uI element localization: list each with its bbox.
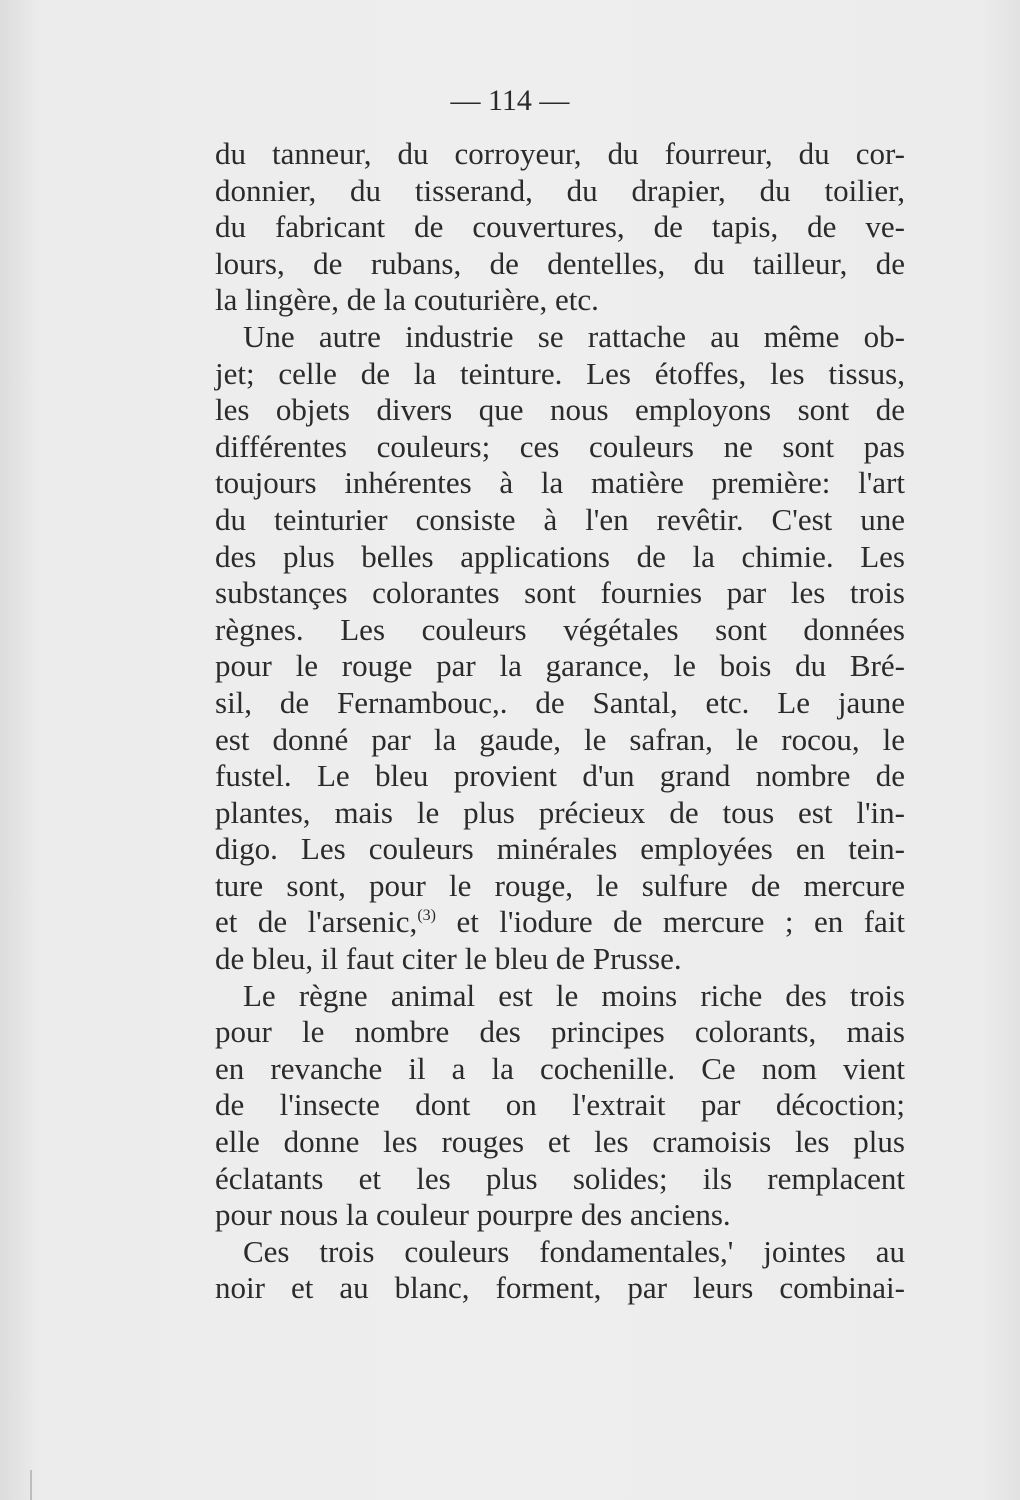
body-text — [215, 136, 905, 1307]
text-line: lours, de rubans, de dentelles, du tailleur, de — [215, 245, 905, 281]
text-line: du tanneur, du corroyeur, du fourreur, du cor- — [215, 136, 905, 171]
text-line: noir et au blanc, forment, par leurs combinai- — [215, 1270, 905, 1306]
text-segment: et l'iodure de mercure ; en fait — [435, 904, 906, 940]
text-segment: et de l'arsenic, — [215, 904, 418, 940]
text-line: du teinturier consiste à l'en revêtir. C'est une — [215, 501, 905, 537]
text-line: donnier, du tisserand, du drapier, du toilier, — [215, 172, 905, 208]
text-line: de bleu, il faut citer le bleu de Prusse. — [215, 941, 682, 977]
text-line: Une autre industrie se rattache au même ob- — [243, 318, 905, 354]
text-line: différentes couleurs; ces couleurs ne sont pas — [215, 428, 905, 464]
text-line: pour le nombre des principes colorants, mais — [215, 1014, 905, 1050]
text-line: les objets divers que nous employons sont de — [215, 392, 905, 428]
text-line: pour le rouge par la garance, le bois du Bré- — [215, 648, 905, 684]
text-line: est donné par la gaude, le safran, le rocou, le — [215, 721, 905, 757]
text-line-with-footnote — [215, 904, 905, 941]
text-line: des plus belles applications de la chimie. Les — [215, 538, 905, 574]
text-line: du fabricant de couvertures, de tapis, de ve- — [215, 209, 905, 245]
text-line: de l'insecte dont on l'extrait par décoction; — [215, 1087, 905, 1123]
text-line: jet; celle de la teinture. Les étoffes, les tissus, — [215, 355, 905, 391]
text-line: toujours inhérentes à la matière première: l'art — [215, 465, 905, 501]
page-edge-mark — [30, 1470, 32, 1500]
text-line: substançes colorantes sont fournies par les trois — [215, 575, 905, 611]
text-line: éclatants et les plus solides; ils remplacent — [215, 1160, 905, 1196]
text-line: ture sont, pour le rouge, le sulfure de mercure — [215, 867, 905, 903]
text-line: elle donne les rouges et les cramoisis les plus — [215, 1124, 905, 1160]
text-line: fustel. Le bleu provient d'un grand nombre de — [215, 758, 905, 794]
text-line: en revanche il a la cochenille. Ce nom vient — [215, 1050, 905, 1086]
text-line: la lingère, de la couturière, etc. — [215, 282, 599, 318]
text-line: sil, de Fernambouc,. de Santal, etc. Le jaune — [215, 684, 905, 720]
text-line: digo. Les couleurs minérales employées en tein- — [215, 831, 905, 867]
text-line: plantes, mais le plus précieux de tous est l'in- — [215, 794, 905, 830]
text-line: Ces trois couleurs fondamentales,' jointes au — [243, 1233, 905, 1269]
text-line: règnes. Les couleurs végétales sont données — [215, 611, 905, 647]
page-number: — 114 — — [450, 84, 570, 117]
text-line: pour nous la couleur pourpre des anciens. — [215, 1197, 731, 1233]
footnote-marker: (3) — [417, 907, 436, 925]
text-line: Le règne animal est le moins riche des trois — [243, 977, 905, 1013]
